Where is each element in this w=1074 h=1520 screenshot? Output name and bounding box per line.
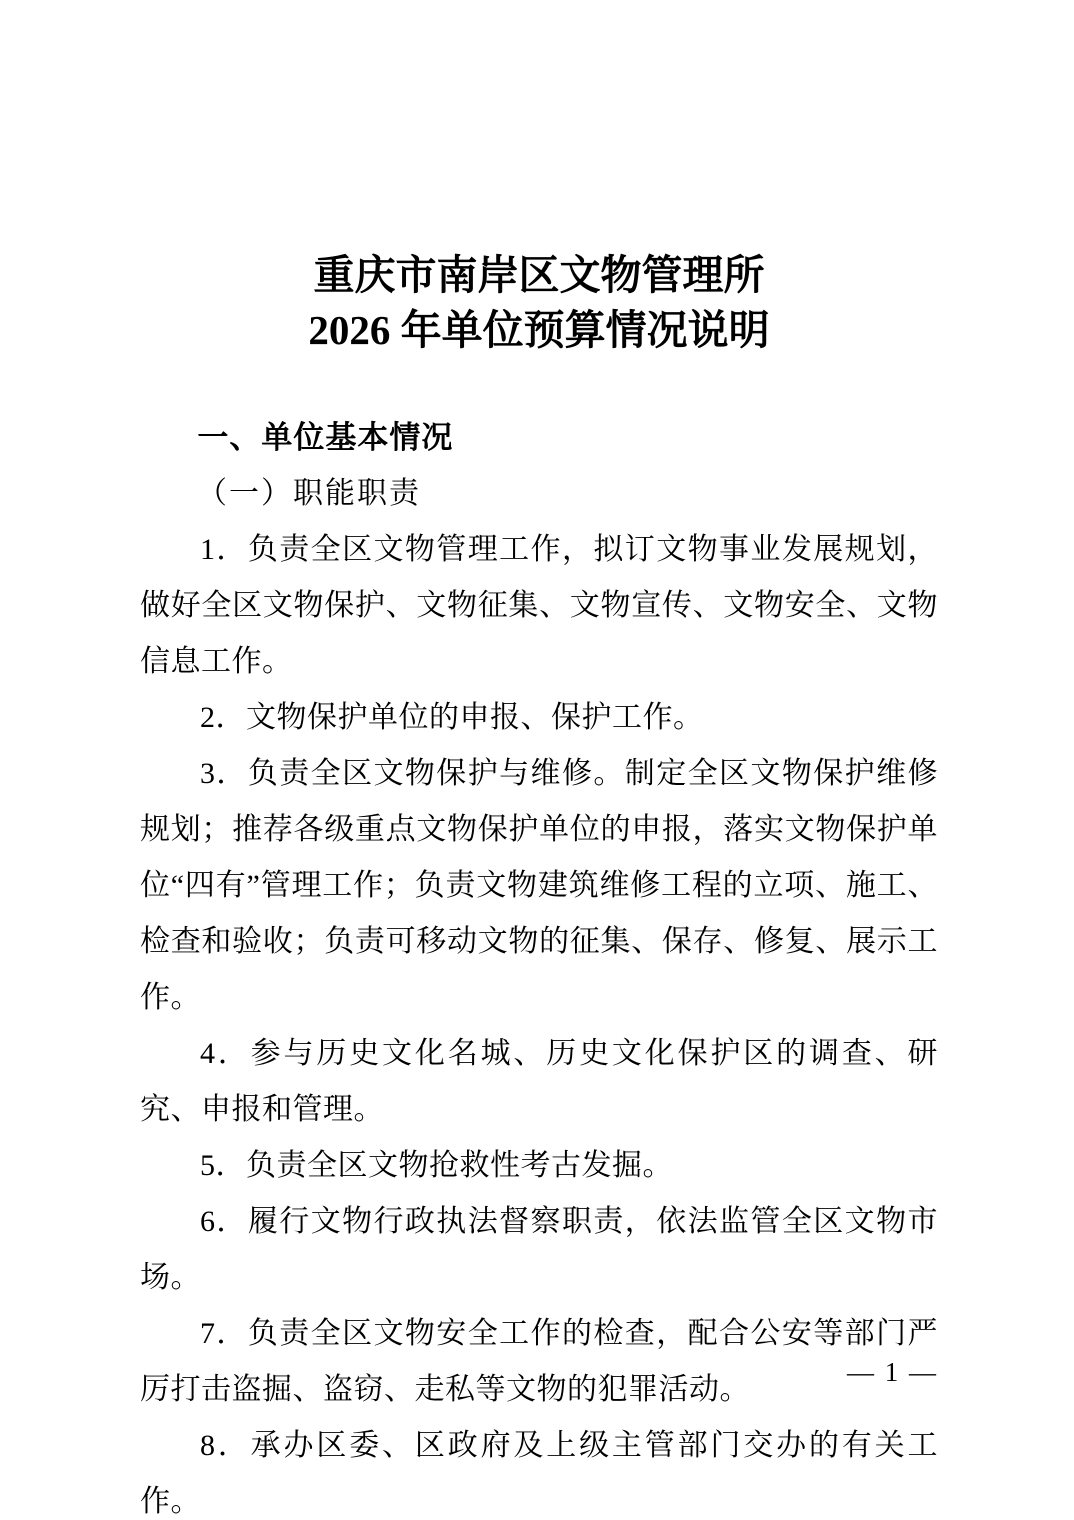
paragraph-duty-2: 2．文物保护单位的申报、保护工作。 <box>200 701 704 734</box>
document-title <box>140 248 938 358</box>
paragraph-duty-3: 3．负责全区文物保护与维修。制定全区文物保护维修规划；推荐各级重点文物保护单位的申报，落实文物保护单位“四有”管理工作；负责文物建筑维修工程的立项、施工、检查和验收；负责可移动文物的征集、保存、修复、展示工作。 <box>140 757 938 1014</box>
subsection-heading-duties: （一）职能职责 <box>197 477 421 510</box>
title-line-1: 重庆市南岸区文物管理所 <box>313 252 765 298</box>
title-line-2: 2026 年单位预算情况说明 <box>308 307 770 353</box>
page-number: — 1 — <box>847 1357 938 1387</box>
paragraph-duty-1: 1．负责全区文物管理工作，拟订文物事业发展规划，做好全区文物保护、文物征集、文物宣传、文物安全、文物信息工作。 <box>140 533 938 678</box>
paragraph-duty-4: 4．参与历史文化名城、历史文化保护区的调查、研究、申报和管理。 <box>140 1037 938 1126</box>
paragraph-duty-5: 5．负责全区文物抢救性考古发掘。 <box>200 1149 673 1182</box>
paragraph-duty-7: 7．负责全区文物安全工作的检查，配合公安等部门严厉打击盗掘、盗窃、走私等文物的犯罪活动。 <box>140 1317 938 1406</box>
paragraph-duty-6: 6．履行文物行政执法督察职责，依法监管全区文物市场。 <box>140 1205 938 1294</box>
paragraph-duty-8: 8．承办区委、区政府及上级主管部门交办的有关工作。 <box>140 1429 938 1518</box>
section-heading-basic-info: 一、单位基本情况 <box>197 420 454 455</box>
